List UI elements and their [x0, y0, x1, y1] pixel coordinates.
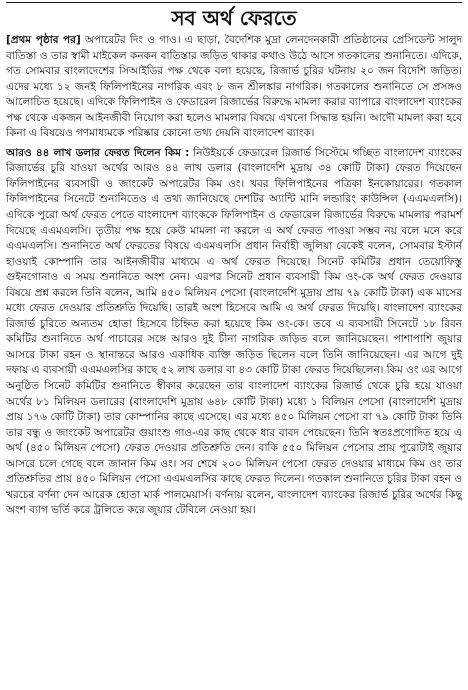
subhead-lead: আরও ৪৪ লাখ ডলার ফেরত দিলেন কিম : — [6, 146, 190, 159]
paragraph-continuation — [6, 33, 462, 142]
paragraph-body: অপারেটর দিং ও গাও। এ ছাড়া, বৈদেশিক মুদ্রা লেনদেনকারী প্রতিষ্ঠানের প্রেসিডেন্ট সালুদ বাতিস্তা ও তার স্বামী মাইকেল কনকন বাতিস্তার জড়িত থাকার কথাও উঠে আসে গতকালের শুনানিতে। এদিকে, গত সোমবার বাংলাদেশের সিআইডির পক্ষ থেকে বলা হয়েছে, রিজার্ভ চুরির ঘটনায় ২০ জন বিদেশি জড়িত। এদের মধ্যে ১২ জনই ফিলিপাইনের নাগরিক এবং ৮ জন শ্রীলঙ্কার নাগরিক। গতকালের শুনানিতে সে প্রসঙ্গও আলোচিত হয়েছে। এদিকে ফিলিপাইন ও ফেডারেল রিজার্ভের বিরুদ্ধে মামলা করার ব্যাপারে বাংলাদেশ ব্যাংকের পক্ষ থেকে একজন আইনজীবী নিয়োগ করা হলেও মামলার বিষয়ে এখনো সিদ্ধান্ত হয়নি। আদৌ মামলা করা হবে কিনা এ বিষয়েও গণমাধ্যমকে পরিষ্কার কোনো তথ্য দেয়নি বাংলাদেশ ব্যাংক। — [6, 34, 462, 140]
paragraph-body: নিউইয়র্কে ফেডারেল রিজার্ভ সিস্টেমে গচ্ছিত বাংলাদেশ ব্যাংকের রিজার্ভের চুরি যাওয়া অর্থের আরও ৪৪ লাখ ডলার (বাংলাদেশি মুদ্রায় ৩৪ কোটি টাকা) ফেরত দিয়েছেন ফিলিপাইনের ব্যবসায়ী ও জাংকেট অপারেটর কিম ওং। খবর ফিলিপাইনের পত্রিকা ইনকোয়ারের। গতকাল ফিলিপাইনের সিনেটে শুনানিতেও এ তথ্য জানিয়েছে দেশটির অ্যান্টি মানি লন্ডারিং কাউন্সিল (এএমএলসি)। এদিকে পুরো অর্থ ফেরত পেতে বাংলাদেশ ব্যাংককে ফিলিপাইন ও ফেডারেল রিজার্ভের বিরুদ্ধে মামলার পরামর্শ দিয়েছে এএমএলসি। তৃতীয় পক্ষ হয়ে কেউ মামলা না করলে এ অর্থ ফেরত পাওয়া সম্ভব নয় বলে মনে করে এএমএলসি। শুনানিতে অর্থ ফেরতের বিষয়ে এএমএলসি প্রধান নির্বাহী জুলিয়া বেকেই বলেন, সোমবার ইস্টার্ন হাওয়াই কোম্পানি তার আইনজীবীর মাধ্যমে এ অর্থ ফেরত দিয়েছে। সিনেট কমিটির প্রধান তেয়োফিস্তু গুইনগোনাও এ সময় শুনানিতে অংশ নেন। এরপর সিনেট প্রধান ব্যবসায়ী কিম ওং-কে অর্থ ফেরত দেওয়ার বিষয়ে প্রশ্ন করলে তিনি বলেন, আমি ৪৫০ মিলিয়ন পেসো (বাংলাদেশি মুদ্রায় প্রায় ৭৯ কোটি টাকা) এক মাসের মধ্যে ফেরত দেওয়ার প্রতিশ্রুতি দিয়েছি। তারই অংশ হিসেবে আমি এ অর্থ ফেরত দিয়েছি। বাংলাদেশ ব্যাংকের রিজার্ভ চুরিতে অন্যতম হোতা হিসেবে চিহ্নিত করা হয়েছে কিম ওং-কে। তবে এ ব্যবসায়ী সিনেটে ১৮ রিবন কমিটির শুনানিতে অর্থ পাচারের সঙ্গে আরও দুই চীনা নাগরিক জড়িত বলে জানিয়েছেন। পাশাপাশি জুয়ার আসরে টাকা বহন ও স্থানান্তরে আরও একাধিক ব্যক্তি জড়িত ছিলেন বলে তিনি জানিয়েছেন। এর আগে দুই দফায় এ ব্যবসায়ী এএমএলসির কাছে ৫২ লাখ ডলার বা ৪৩ কোটি টাকা ফেরত দিয়েছিলেন। কিম ওং এর আগে অনুষ্ঠিত সিনেট কমিটির শুনানিতে স্বীকার করেছেন তার বাংলাদেশ ব্যাংকের রিজার্ভ থেকে চুরি হয়ে যাওয়া অর্থের ৮১ মিলিয়ন ডলারের (বাংলাদেশি মুদ্রায় ৬৪৮ কোটি টাকা) মধ্যে ১ বিলিয়ন পেসো (বাংলাদেশি মুদ্রায় প্রায় ১৭৬ কোটি টাকা) তার কোম্পানির কাছে এসেছে। এর মধ্যে ৪৫০ মিলিয়ন পেসো বা ৭৯ কোটি টাকা তিনি তার বন্ধু ও জাংকেট অপারেটর গুয়াংশু গাও-এর কাছ থেকে ধার বাবদ পেয়েছেন। তিনি স্বতঃপ্রণোদিত হয়ে এ অর্থ (৪৫০ মিলিয়ন পেসো) ফেরত দেওয়ার প্রতিশ্রুতি দেন। বাকি ৫৫০ মিলিয়ন পেসোর প্রায় পুরোটাই জুয়ার আসরে চলে গেছে বলে জানান কিম ওং। সব শেষে ২০০ মিলিয়ন পেসো ফেরত দেওয়ার মাধ্যমে কিম ওং তার প্রতিশ্রুতির প্রায় ৪৫০ মিলিয়ন পেসো এএমএলসির কাছে ফেরত দিলেন। গতকাল শুনানিতে চুরির টাকা বহন ও খরচের বর্ণনা দেন আরেক হোতা মার্ক পালমেয়ার্স। বর্ণনায় বলেন, বাংলাদেশ ব্যাংকের রিজার্ভ চুরির অর্থের কিছু অংশ ব্যাগ ভর্তি করে ট্রলিতে করে জুয়ার টেবিলে নেওয়া হয়। — [6, 146, 462, 517]
paragraph-kim-wong — [6, 146, 462, 519]
headline: সব অর্থ ফেরতে — [171, 6, 297, 30]
top-rule — [6, 2, 462, 3]
paragraph-lead: [প্রথম পৃষ্ঠার পর] — [6, 34, 81, 46]
